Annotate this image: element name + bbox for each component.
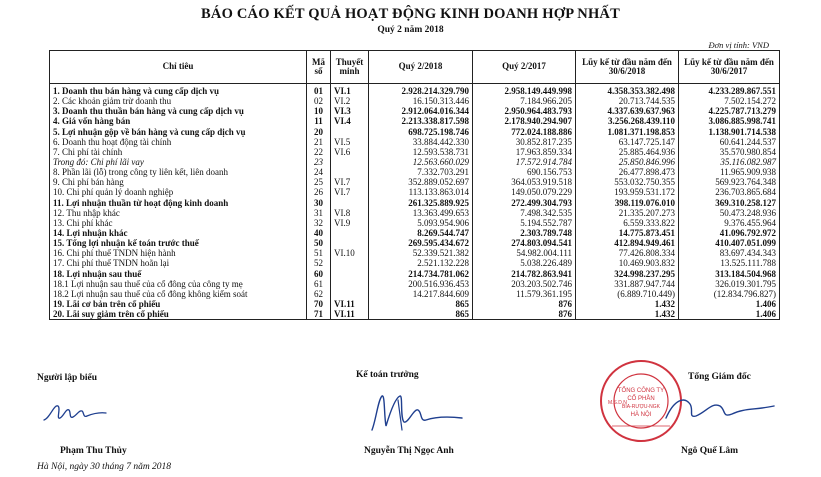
row-label: 10. Chi phí quản lý doanh nghiệp (50, 187, 307, 197)
header-note: Thuyết minh (331, 51, 369, 84)
row-ytd-2017: (12.834.796.827) (679, 289, 780, 299)
row-q2-2018: 352.889.052.697 (369, 177, 473, 187)
row-code: 22 (307, 147, 331, 157)
row-label: 4. Giá vốn hàng bán (50, 116, 307, 126)
row-q2-2017: 30.852.817.235 (473, 137, 576, 147)
row-label: 7. Chi phí tài chính (50, 147, 307, 157)
table-row (50, 147, 780, 157)
row-ytd-2017: 3.086.885.998.741 (679, 116, 780, 126)
table-row (50, 137, 780, 147)
row-q2-2017: 214.782.863.941 (473, 269, 576, 279)
row-label: 9. Chi phí bán hàng (50, 177, 307, 187)
row-ytd-2017: 1.406 (679, 309, 780, 320)
row-q2-2018: 2.928.214.329.790 (369, 84, 473, 97)
row-note (331, 157, 369, 167)
row-ytd-2018: 398.119.076.010 (576, 198, 679, 208)
row-q2-2017: 364.053.919.518 (473, 177, 576, 187)
svg-text:HÀ NỘI: HÀ NỘI (630, 412, 652, 418)
row-note (331, 269, 369, 279)
row-ytd-2017: 569.923.764.348 (679, 177, 780, 187)
row-label: Trong đó: Chi phí lãi vay (50, 157, 307, 167)
preparer-signature (40, 398, 110, 428)
row-ytd-2018: 25.885.464.936 (576, 147, 679, 157)
row-q2-2018: 13.363.499.653 (369, 208, 473, 218)
row-note: VI.7 (331, 177, 369, 187)
row-note: VI.11 (331, 299, 369, 309)
row-label: 15. Tổng lợi nhuận kế toán trước thuế (50, 238, 307, 248)
row-code: 52 (307, 258, 331, 268)
row-q2-2018: 12.593.538.731 (369, 147, 473, 157)
row-q2-2018: 14.217.844.609 (369, 289, 473, 299)
row-ytd-2017: 35.570.980.854 (679, 147, 780, 157)
preparer-title: Người lập biểu (37, 373, 98, 383)
table-row (50, 269, 780, 279)
row-note: VI.4 (331, 116, 369, 126)
row-code: 10 (307, 106, 331, 116)
row-q2-2017: 876 (473, 309, 576, 320)
row-code: 21 (307, 137, 331, 147)
row-label: 18.2 Lợi nhuận sau thuế của cổ đông không kiểm soát (50, 289, 307, 299)
row-note: VI.7 (331, 187, 369, 197)
row-ytd-2017: 369.310.258.127 (679, 198, 780, 208)
row-code: 26 (307, 187, 331, 197)
row-ytd-2017: 313.184.504.968 (679, 269, 780, 279)
row-label: 12. Thu nhập khác (50, 208, 307, 218)
row-q2-2018: 865 (369, 309, 473, 320)
row-q2-2018: 16.150.313.446 (369, 96, 473, 106)
row-q2-2017: 7.184.966.205 (473, 96, 576, 106)
row-code: 31 (307, 208, 331, 218)
row-q2-2018: 8.269.544.747 (369, 228, 473, 238)
table-row (50, 258, 780, 268)
row-code: 71 (307, 309, 331, 320)
row-q2-2017: 203.203.502.746 (473, 279, 576, 289)
row-ytd-2017: 7.502.154.272 (679, 96, 780, 106)
row-q2-2017: 272.499.304.793 (473, 198, 576, 208)
row-ytd-2017: 11.965.909.938 (679, 167, 780, 177)
row-ytd-2017: 35.116.082.987 (679, 157, 780, 167)
row-q2-2018: 12.563.660.029 (369, 157, 473, 167)
row-ytd-2017: 326.019.301.795 (679, 279, 780, 289)
row-ytd-2018: 331.887.947.744 (576, 279, 679, 289)
row-ytd-2018: (6.889.710.449) (576, 289, 679, 299)
table-row (50, 167, 780, 177)
row-code: 32 (307, 218, 331, 228)
row-code: 61 (307, 279, 331, 289)
row-ytd-2018: 4.337.639.637.963 (576, 106, 679, 116)
row-ytd-2018: 63.147.725.147 (576, 137, 679, 147)
row-ytd-2017: 41.096.792.972 (679, 228, 780, 238)
row-ytd-2018: 20.713.744.535 (576, 96, 679, 106)
row-label: 8. Phần lãi (lỗ) trong công ty liên kết, liên doanh (50, 167, 307, 177)
row-code: 30 (307, 198, 331, 208)
row-note: VI.2 (331, 96, 369, 106)
row-note (331, 127, 369, 137)
row-q2-2018: 200.516.936.453 (369, 279, 473, 289)
row-code: 25 (307, 177, 331, 187)
row-q2-2017: 2.303.789.748 (473, 228, 576, 238)
table-row (50, 299, 780, 309)
row-label: 3. Doanh thu thuần bán hàng và cung cấp dịch vụ (50, 106, 307, 116)
row-ytd-2018: 193.959.531.172 (576, 187, 679, 197)
row-label: 11. Lợi nhuận thuần từ hoạt động kinh doanh (50, 198, 307, 208)
table-row (50, 116, 780, 126)
row-q2-2018: 269.595.434.672 (369, 238, 473, 248)
accountant-signature (362, 386, 472, 438)
row-q2-2018: 2.213.338.817.598 (369, 116, 473, 126)
table-row (50, 84, 780, 97)
row-q2-2018: 214.734.781.062 (369, 269, 473, 279)
row-note: VI.11 (331, 309, 369, 320)
row-q2-2017: 2.950.964.483.793 (473, 106, 576, 116)
row-code: 51 (307, 248, 331, 258)
row-q2-2017: 5.038.226.489 (473, 258, 576, 268)
row-ytd-2017: 50.473.248.936 (679, 208, 780, 218)
row-code: 11 (307, 116, 331, 126)
header-ytd-2017: Lũy kế từ đầu năm đến 30/6/2017 (679, 51, 780, 84)
row-label: 16. Chi phí thuế TNDN hiện hành (50, 248, 307, 258)
accountant-name: Nguyễn Thị Ngọc Anh (364, 446, 454, 456)
row-q2-2017: 149.050.079.229 (473, 187, 576, 197)
row-note: VI.9 (331, 218, 369, 228)
row-code: 24 (307, 167, 331, 177)
row-ytd-2018: 14.775.873.451 (576, 228, 679, 238)
row-note (331, 167, 369, 177)
row-note: VI.8 (331, 208, 369, 218)
director-name: Ngô Quế Lâm (681, 446, 738, 456)
row-q2-2017: 7.498.342.535 (473, 208, 576, 218)
table-row (50, 309, 780, 320)
table-row (50, 127, 780, 137)
row-note: VI.1 (331, 84, 369, 97)
row-q2-2018: 2.912.064.016.344 (369, 106, 473, 116)
row-ytd-2017: 410.407.051.099 (679, 238, 780, 248)
row-label: 1. Doanh thu bán hàng và cung cấp dịch vụ (50, 84, 307, 97)
row-ytd-2017: 60.641.244.537 (679, 137, 780, 147)
header-code: Mã số (307, 51, 331, 84)
row-ytd-2017: 83.697.434.343 (679, 248, 780, 258)
row-label: 19. Lãi cơ bản trên cổ phiếu (50, 299, 307, 309)
row-ytd-2018: 1.081.371.198.853 (576, 127, 679, 137)
row-code: 70 (307, 299, 331, 309)
table-row (50, 218, 780, 228)
row-code: 62 (307, 289, 331, 299)
svg-text:CỔ PHẦN: CỔ PHẦN (627, 396, 655, 402)
row-code: 01 (307, 84, 331, 97)
row-note: VI.6 (331, 147, 369, 157)
row-q2-2017: 772.024.188.886 (473, 127, 576, 137)
row-ytd-2018: 6.559.333.822 (576, 218, 679, 228)
table-row (50, 96, 780, 106)
table-row (50, 228, 780, 238)
row-code: 60 (307, 269, 331, 279)
row-code: 20 (307, 127, 331, 137)
accountant-title: Kế toán trưởng (356, 370, 419, 380)
row-q2-2017: 2.178.940.294.907 (473, 116, 576, 126)
row-ytd-2017: 4.233.289.867.551 (679, 84, 780, 97)
row-ytd-2018: 1.432 (576, 309, 679, 320)
row-q2-2017: 5.194.552.787 (473, 218, 576, 228)
row-ytd-2018: 1.432 (576, 299, 679, 309)
row-code: 50 (307, 238, 331, 248)
row-ytd-2018: 25.850.846.996 (576, 157, 679, 167)
row-label: 14. Lợi nhuận khác (50, 228, 307, 238)
row-label: 13. Chi phí khác (50, 218, 307, 228)
row-label: 2. Các khoản giảm trừ doanh thu (50, 96, 307, 106)
row-q2-2017: 11.579.361.195 (473, 289, 576, 299)
row-ytd-2018: 26.477.898.473 (576, 167, 679, 177)
date-line: Hà Nội, ngày 30 tháng 7 năm 2018 (37, 462, 172, 472)
preparer-name: Phạm Thu Thủy (60, 446, 127, 456)
svg-text:TỔNG CÔNG TY: TỔNG CÔNG TY (617, 388, 665, 394)
table-row (50, 187, 780, 197)
row-q2-2018: 2.521.132.228 (369, 258, 473, 268)
row-ytd-2018: 412.894.949.461 (576, 238, 679, 248)
row-ytd-2018: 21.335.207.273 (576, 208, 679, 218)
header-name: Chỉ tiêu (50, 51, 307, 84)
report-subtitle: Quý 2 năm 2018 (377, 25, 444, 35)
row-note (331, 258, 369, 268)
row-note: VI.10 (331, 248, 369, 258)
row-ytd-2017: 236.703.865.684 (679, 187, 780, 197)
row-q2-2018: 5.093.954.906 (369, 218, 473, 228)
row-note (331, 228, 369, 238)
row-q2-2017: 17.572.914.784 (473, 157, 576, 167)
row-label: 18.1 Lợi nhuận sau thuế của cổ đông của công ty mẹ (50, 279, 307, 289)
table-row (50, 106, 780, 116)
table-row (50, 177, 780, 187)
row-ytd-2017: 4.225.787.713.279 (679, 106, 780, 116)
table-row (50, 208, 780, 218)
table-row (50, 157, 780, 167)
row-label: 17. Chi phí thuế TNDN hoãn lại (50, 258, 307, 268)
row-note (331, 289, 369, 299)
header-q2-2018: Quý 2/2018 (369, 51, 473, 84)
row-ytd-2018: 324.998.237.295 (576, 269, 679, 279)
currency-unit: Đơn vị tính: VND (708, 40, 769, 50)
row-ytd-2018: 77.426.808.334 (576, 248, 679, 258)
svg-text:M.S.D.N: M.S.D.N (608, 400, 627, 406)
row-q2-2018: 33.884.442.330 (369, 137, 473, 147)
header-ytd-2018: Lũy kế từ đầu năm đến 30/6/2018 (576, 51, 679, 84)
row-ytd-2018: 10.469.903.832 (576, 258, 679, 268)
row-ytd-2017: 1.406 (679, 299, 780, 309)
row-label: 6. Doanh thu hoạt động tài chính (50, 137, 307, 147)
table-row (50, 198, 780, 208)
row-q2-2018: 113.133.863.014 (369, 187, 473, 197)
row-q2-2018: 865 (369, 299, 473, 309)
director-signature (660, 388, 780, 428)
table-row (50, 279, 780, 289)
row-q2-2018: 7.332.703.291 (369, 167, 473, 177)
row-ytd-2017: 13.525.111.788 (679, 258, 780, 268)
row-note: VI.5 (331, 137, 369, 147)
row-code: 02 (307, 96, 331, 106)
row-code: 40 (307, 228, 331, 238)
row-q2-2017: 274.803.094.541 (473, 238, 576, 248)
svg-text:BIA-RƯỢU-NGK: BIA-RƯỢU-NGK (621, 404, 661, 410)
row-q2-2017: 54.982.004.111 (473, 248, 576, 258)
row-label: 18. Lợi nhuận sau thuế (50, 269, 307, 279)
row-note: VI.3 (331, 106, 369, 116)
row-note (331, 238, 369, 248)
table-row (50, 248, 780, 258)
table-row (50, 238, 780, 248)
row-q2-2017: 690.156.753 (473, 167, 576, 177)
table-header-row (50, 51, 780, 84)
row-q2-2018: 698.725.198.746 (369, 127, 473, 137)
row-q2-2017: 2.958.149.449.998 (473, 84, 576, 97)
row-ytd-2018: 553.032.750.355 (576, 177, 679, 187)
row-ytd-2017: 9.376.455.964 (679, 218, 780, 228)
row-ytd-2017: 1.138.901.714.538 (679, 127, 780, 137)
row-ytd-2018: 3.256.268.439.110 (576, 116, 679, 126)
income-statement-table (49, 50, 780, 320)
row-q2-2018: 52.339.521.382 (369, 248, 473, 258)
row-q2-2017: 17.963.859.334 (473, 147, 576, 157)
row-note (331, 279, 369, 289)
director-title: Tổng Giám đốc (688, 372, 751, 382)
row-label: 5. Lợi nhuận gộp về bán hàng và cung cấp dịch vụ (50, 127, 307, 137)
header-q2-2017: Quý 2/2017 (473, 51, 576, 84)
row-note (331, 198, 369, 208)
row-ytd-2018: 4.358.353.382.498 (576, 84, 679, 97)
row-q2-2018: 261.325.889.925 (369, 198, 473, 208)
row-code: 23 (307, 157, 331, 167)
report-title: BÁO CÁO KẾT QUẢ HOẠT ĐỘNG KINH DOANH HỢP NHẤT (201, 6, 620, 22)
row-label: 20. Lãi suy giảm trên cổ phiếu (50, 309, 307, 320)
table-row (50, 289, 780, 299)
row-q2-2017: 876 (473, 299, 576, 309)
